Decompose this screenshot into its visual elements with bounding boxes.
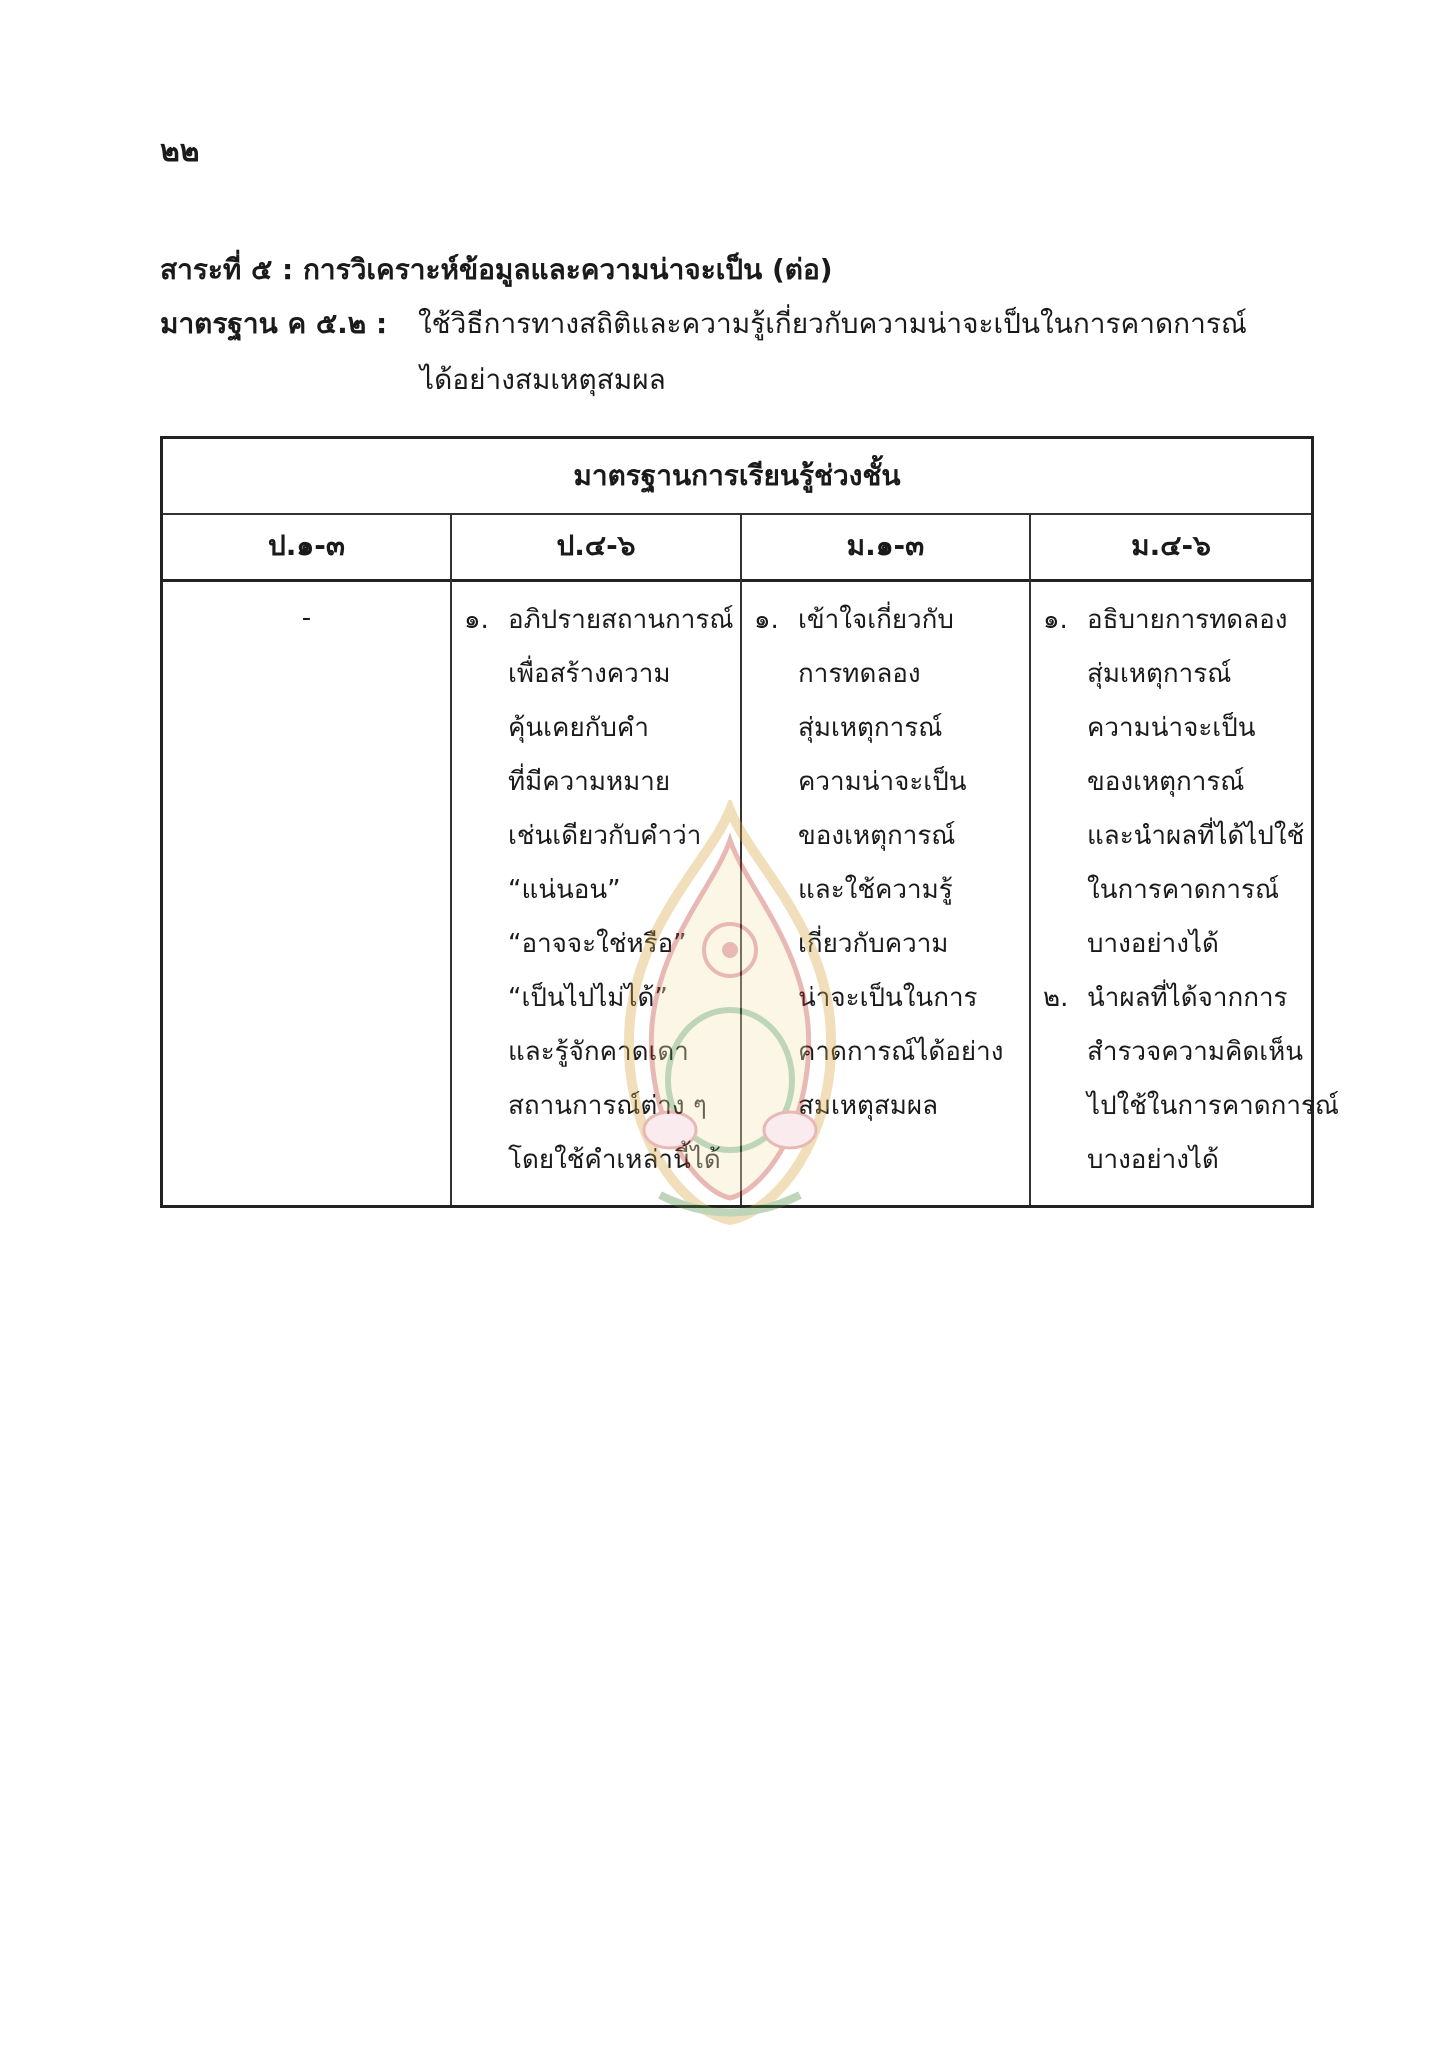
- item-line: และใช้ความรู้: [798, 875, 953, 905]
- item-line: “แน่นอน”: [508, 875, 621, 905]
- table-title: มาตรฐานการเรียนรู้ช่วงชั้น: [163, 439, 1311, 515]
- item-number: ๑.: [754, 605, 779, 635]
- item-line: การทดลอง: [798, 659, 921, 689]
- item-line: “อาจจะใช่หรือ”: [508, 929, 687, 959]
- empty-dash: -: [301, 603, 312, 633]
- list-item: [1043, 593, 1307, 971]
- item-line: คุ้นเคยกับคำ: [508, 713, 649, 743]
- item-line: ของเหตุการณ์: [798, 821, 956, 851]
- item-line: อธิบายการทดลอง: [1087, 605, 1288, 635]
- item-line: บางอย่างได้: [1087, 929, 1219, 959]
- standard-label: มาตรฐาน ค ๕.๒ :: [160, 307, 388, 340]
- item-line: เพื่อสร้างความ: [508, 659, 671, 689]
- item-line: ความน่าจะเป็น: [798, 767, 967, 797]
- cell-m4-6: [1029, 579, 1340, 1205]
- item-line: ในการคาดการณ์: [1087, 875, 1280, 905]
- header-m4-6: ม.๔-๖: [1029, 513, 1311, 579]
- item-line: และรู้จักคาดเดา: [508, 1037, 689, 1067]
- table-header-row: [163, 513, 1311, 582]
- item-line: เช่นเดียวกับคำว่า: [508, 821, 702, 851]
- cell-p1-3: [163, 579, 450, 1205]
- item-line: ความน่าจะเป็น: [1087, 713, 1256, 743]
- header-p4-6: ป.๔-๖: [450, 513, 740, 579]
- strand-title: สาระที่ ๕ : การวิเคราะห์ข้อมูลและความน่าจะเป็น (ต่อ): [160, 253, 833, 286]
- item-line: นำผลที่ได้จากการ: [1087, 983, 1288, 1013]
- item-line: บางอย่างได้: [1087, 1145, 1219, 1175]
- item-line: ไปใช้ในการคาดการณ์: [1087, 1091, 1340, 1121]
- standard-heading: [160, 302, 1247, 346]
- item-line: สุ่มเหตุการณ์: [1087, 659, 1232, 689]
- list-item: [1043, 971, 1340, 1187]
- item-line: สถานการณ์ต่าง ๆ: [508, 1091, 707, 1121]
- item-line: โดยใช้คำเหล่านี้ได้: [508, 1145, 721, 1175]
- item-number: ๒.: [1043, 983, 1069, 1013]
- item-line: น่าจะเป็นในการ: [798, 983, 978, 1013]
- emblem-watermark: [600, 800, 860, 1230]
- item-line: สำรวจความคิดเห็น: [1087, 1037, 1304, 1067]
- item-line: เกี่ยวกับความ: [798, 929, 949, 959]
- item-line: อภิปรายสถานการณ์: [508, 605, 734, 635]
- standard-text-line1: ใช้วิธีการทางสถิติและความรู้เกี่ยวกับความน่าจะเป็นในการคาดการณ์: [418, 307, 1247, 340]
- item-line: คาดการณ์ได้อย่าง: [798, 1037, 1004, 1067]
- item-line: สมเหตุสมผล: [798, 1091, 939, 1121]
- item-line: ของเหตุการณ์: [1087, 767, 1245, 797]
- standard-text-line2: ได้อย่างสมเหตุสมผล: [420, 363, 666, 396]
- header-p1-3: ป.๑-๓: [268, 529, 345, 562]
- item-line: “เป็นไปไม่ได้”: [508, 983, 668, 1013]
- header-m1-3: ม.๑-๓: [740, 513, 1029, 579]
- page-number: ๒๒: [160, 134, 200, 169]
- item-line: ที่มีความหมาย: [508, 767, 671, 797]
- item-number: ๑.: [464, 605, 489, 635]
- item-number: ๑.: [1043, 605, 1068, 635]
- item-line: เข้าใจเกี่ยวกับ: [798, 605, 954, 635]
- item-line: สุ่มเหตุการณ์: [798, 713, 943, 743]
- item-line: และนำผลที่ได้ไปใช้: [1087, 821, 1305, 851]
